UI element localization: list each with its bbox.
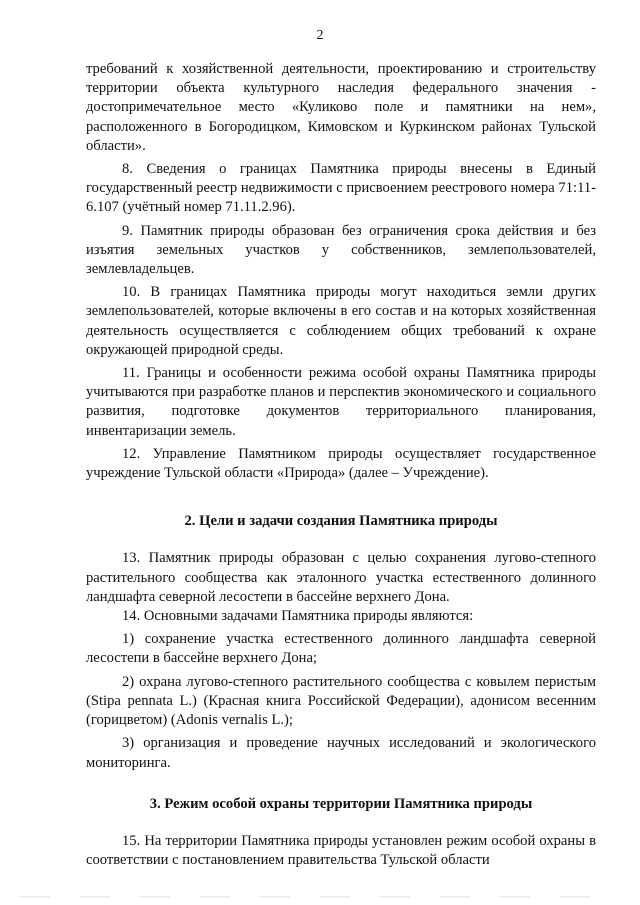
paragraph-12: 12. Управление Памятником природы осуществляет государственное учреждение Тульской области «Природа» (далее – Учреждение).: [86, 445, 596, 482]
list-item-2: 2) охрана лугово-степного растительного сообщества с ковылем перистым (Stipa pennata L.) (Красная книга Российской Федерации), адонисом весенним (горицветом) (Adonis vernalis L.);: [86, 673, 596, 729]
paragraph-continuation: требований к хозяйственной деятельности, проектированию и строительству территории объекта культурного наследия федерального значения - достопримечательное место «Куликово поле и памятники на нем», расположенного в Богородицком, Кимовском и Куркинском районах Тульской области».: [86, 61, 596, 154]
paragraph-8: 8. Сведения о границах Памятника природы внесены в Единый государственный реестр недвижимости с присвоением реестрового номера 71:11-6.107 (учётный номер 71.11.2.96).: [86, 161, 596, 216]
paragraph-11: 11. Границы и особенности режима особой охраны Памятника природы учитываются при разработке планов и перспектив экономического и социального развития, подготовке документов территориального планирования, инвентаризации земель.: [86, 365, 596, 439]
list-item-1: 1) сохранение участка естественного долинного ландшафта северной лесостепи в бассейне верхнего Дона;: [86, 631, 596, 667]
paragraph-10: 10. В границах Памятника природы могут находиться земли других землепользователей, которые включены в его состав и на которых хозяйственная деятельность осуществляется с соблюдением общих требований к охране окружающей природной среды.: [86, 284, 596, 358]
document-body: [86, 60, 596, 870]
list-item-3: 3) организация и проведение научных исследований и экологического мониторинга.: [86, 735, 596, 771]
scan-artifact-line: [20, 896, 620, 898]
paragraph-15: 15. На территории Памятника природы установлен режим особой охраны в соответствии с постановлением правительства Тульской области: [86, 832, 596, 869]
paragraph-13: 13. Памятник природы образован с целью сохранения лугово-степного растительного сообщества как эталонного участка естественного долинного ландшафта северной лесостепи в бассейне верхнего Дона.: [86, 550, 596, 605]
page-number: 2: [316, 28, 324, 43]
paragraph-14: 14. Основными задачами Памятника природы являются:: [122, 608, 474, 625]
section-2-heading: 2. Цели и задачи создания Памятника природы: [184, 513, 498, 530]
section-3-heading: 3. Режим особой охраны территории Памятника природы: [149, 795, 533, 812]
paragraph-9: 9. Памятник природы образован без ограничения срока действия и без изъятия земельных участков у собственников, землепользователей, землевладельцев.: [86, 222, 596, 278]
